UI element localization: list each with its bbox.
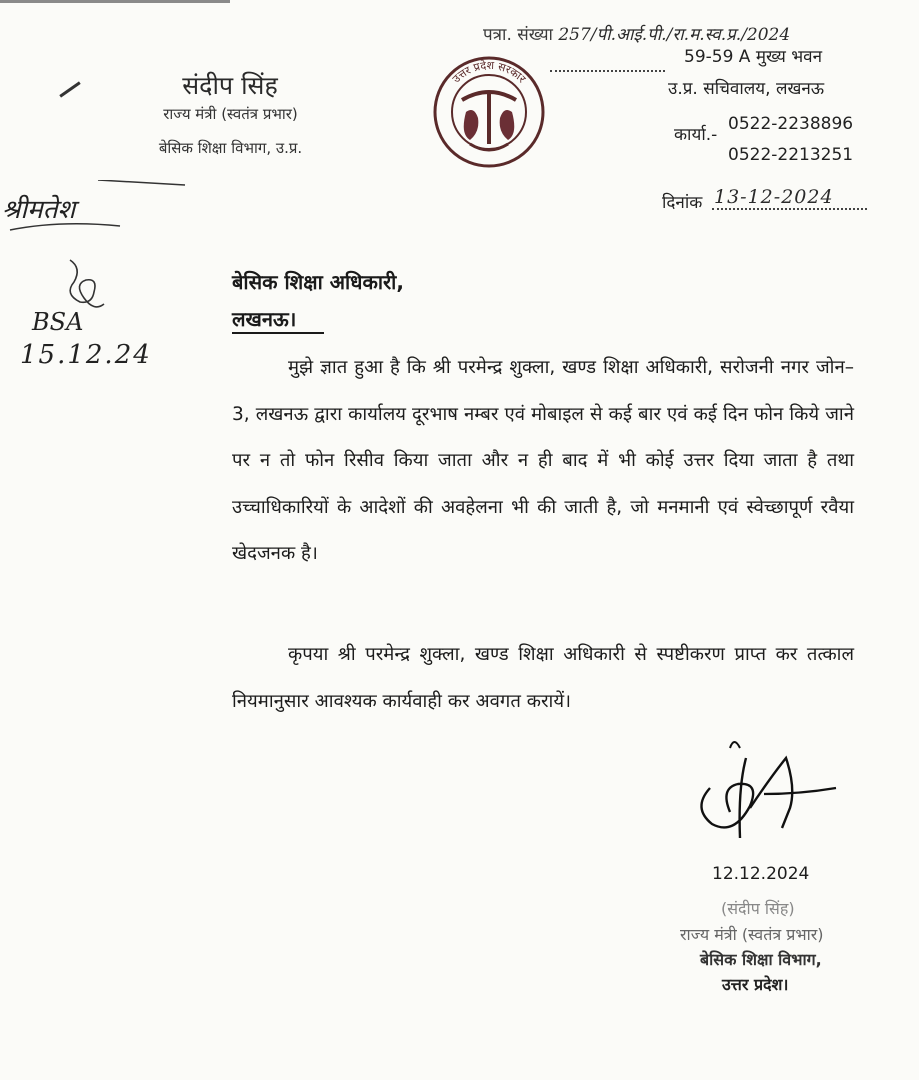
date-dotted-line <box>712 208 867 210</box>
phone-number-2: 0522-2213251 <box>728 145 854 165</box>
reference-label: पत्रा. संख्या <box>483 25 553 45</box>
date-label: दिनांक <box>662 193 703 213</box>
addressee-underline <box>232 332 324 334</box>
sender-designation: राज्य मंत्री (स्वतंत्र प्रभार) <box>163 105 298 123</box>
scan-edge-line <box>0 0 230 3</box>
signed-date: 12.12.2024 <box>712 864 810 884</box>
stamp-name: (संदीप सिंह) <box>721 899 795 918</box>
margin-date: 15.12.24 <box>20 340 152 370</box>
emblem-label: उत्तर प्रदेश सरकार <box>449 58 529 86</box>
office-address-line2: उ.प्र. सचिवालय, लखनऊ <box>668 79 825 99</box>
handwritten-signature-icon <box>690 728 840 848</box>
office-address-line1: 59-59 A मुख्य भवन <box>684 47 823 67</box>
margin-note: श्रीमतेश <box>2 195 76 225</box>
stamp-designation: राज्य मंत्री (स्वतंत्र प्रभार) <box>680 925 824 944</box>
margin-initials: BSA <box>32 308 84 336</box>
margin-tick-mark <box>59 81 80 97</box>
phone-label: कार्या.- <box>674 125 718 145</box>
body-paragraph-1: मुझे ज्ञात हुआ है कि श्री परमेन्द्र शुक्ला, खण्ड शिक्षा अधिकारी, सरोजनी नगर जोन–3, लखनऊ द्वारा कार्यालय दूरभाष नम्बर एवं मोबाइल से कई बार एवं कई दिन फोन किये जाने पर न तो फोन रिसीव किया जाता और न ही बाद में भी कोई उत्तर दिया जाता है तथा उच्चाधिकारियों के आदेशों की अवहेलना भी की जाती है, जो मनमानी एवं स्वेच्छापूर्ण रवैया खेदजनक है। <box>232 357 854 564</box>
up-government-emblem-icon <box>430 48 548 176</box>
dotted-line <box>550 70 665 72</box>
date-handwritten: 13-12-2024 <box>714 186 834 208</box>
stamp-department: बेसिक शिक्षा विभाग, <box>700 950 822 969</box>
sender-name: संदीप सिंह <box>182 71 278 100</box>
svg-text:उत्तर प्रदेश सरकार <box>450 59 529 86</box>
reference-number <box>483 22 790 45</box>
body-paragraph-2: कृपया श्री परमेन्द्र शुक्ला, खण्ड शिक्षा अधिकारी से स्पष्टीकरण प्राप्त कर तत्काल नियमानुसार आवश्यक कार्यवाही कर अवगत करायें। <box>232 644 854 712</box>
sender-department: बेसिक शिक्षा विभाग, उ.प्र. <box>158 139 303 157</box>
reference-handwritten: 257/पी.आई.पी./रा.म.स्व.प्र./2024 <box>558 25 791 45</box>
addressee-title: बेसिक शिक्षा अधिकारी, <box>232 270 404 294</box>
addressee-place: लखनऊ। <box>232 307 297 331</box>
phone-number-1: 0522-2238896 <box>728 114 854 134</box>
stamp-state: उत्तर प्रदेश। <box>722 975 789 994</box>
